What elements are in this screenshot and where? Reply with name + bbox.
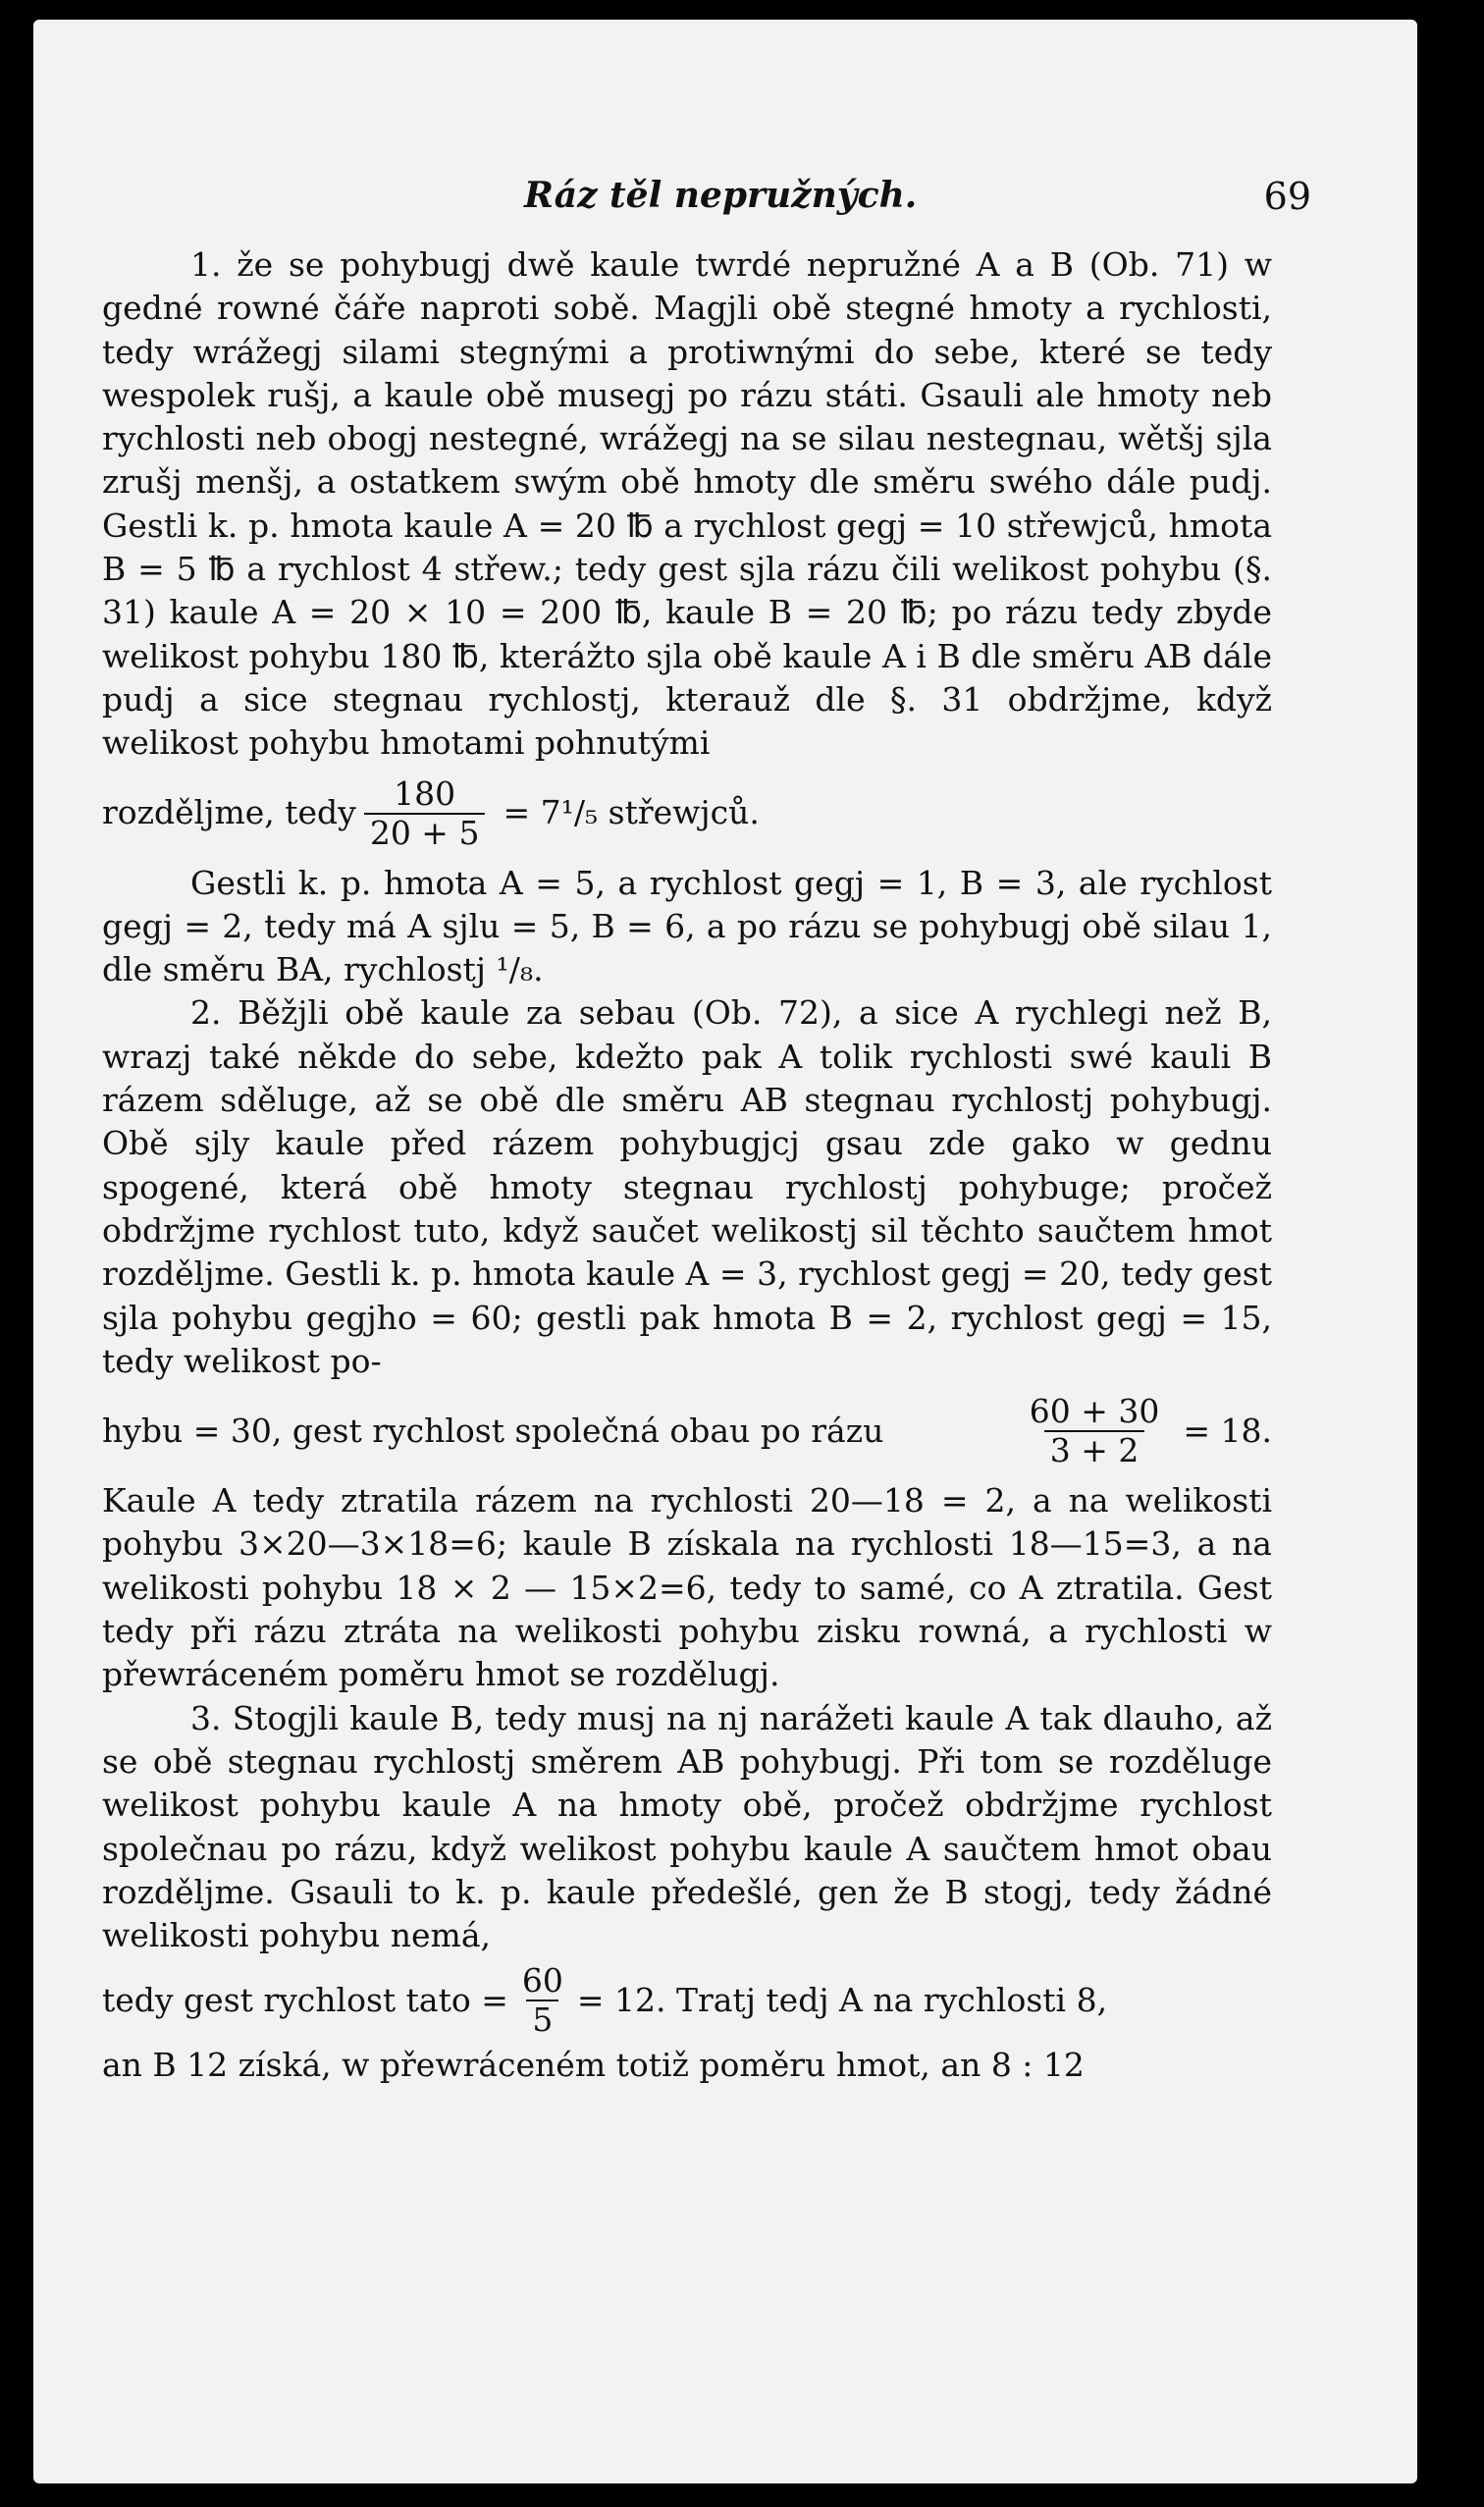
fraction-3-denominator: 5 (526, 2000, 558, 2039)
fraction-1-denominator: 20 + 5 (364, 813, 486, 852)
fraction-3-numerator: 60 (521, 1961, 563, 2000)
equation-line-1 (102, 766, 1272, 862)
page-body (102, 243, 1272, 2088)
equation-line-2 (102, 1383, 1272, 1479)
fraction-3 (516, 1962, 569, 2039)
page-number: 69 (1263, 175, 1311, 218)
paragraph-2: Gestli k. p. hmota A = 5, a rychlost gegj = 1, B = 3, ale rychlost gegj = 2, tedy má A sjlu = 5, B = 6, a po rázu se pohybugj obě silau 1, dle směru BA, rychlostj ¹/₈. (102, 863, 1272, 989)
equation-2 (1016, 1393, 1272, 1469)
equation-1-text: rozděljme, tedy (102, 793, 356, 832)
fraction-2-numerator: 60 + 30 (1029, 1392, 1160, 1431)
equation-2-result: = 18. (1183, 1411, 1272, 1450)
paragraph-6: an B 12 získá, w přewráceném totiž poměru hmot, an 8 : 12 (102, 2046, 1085, 2085)
fraction-2 (1024, 1393, 1166, 1469)
paragraph-3: 2. Běžjli obě kaule za sebau (Ob. 72), a sice A rychlegi než B, wrazj také někde do sebe, kdežto pak A tolik rychlosti swé kauli B rázem sděluge, až se obě dle směru AB stegnau rychlostj pohybugj. Obě sjly kaule před rázem pohybugjcj gsau zde gako w gednu spogené, která obě hmoty stegnau rychlostj pohybuge; pročež obdržjme rychlost tuto, když saučet welikostj sil těchto saučtem hmot rozdělјme. Gestli k. p. hmota kaule A = 3, rychlost gegj = 20, tedy gest sjla pohybu gegjho = 60; gestli pak hmota B = 2, rychlost gegj = 15, tedy welikost po- (102, 993, 1272, 1380)
paragraph-4: Kaule A tedy ztratila rázem na rychlosti 20—18 = 2, a na welikosti pohybu 3×20—3×18=6; kaule B získala na rychlosti 18—15=3, a na welikosti pohybu 18 × 2 — 15×2=6, tedy to samé, co A ztratila. Gest tedy při rázu ztráta na welikosti pohybu zisku rowná, a rychlosti w přewráceném poměru hmot se rozdělugj. (102, 1481, 1272, 1694)
equation-1 (356, 775, 760, 852)
equation-line-3 (102, 1957, 1272, 2044)
running-title: Ráz těl nepružných. (524, 175, 918, 216)
equation-3-text: tedy gest rychlost tato = (102, 1981, 508, 2020)
equation-1-result: = 7¹/₅ střewjců. (503, 793, 760, 832)
page-header (33, 175, 1417, 234)
equation-3-result: = 12. Tratj tedj A na rychlosti 8, (576, 1981, 1108, 2020)
paragraph-1: 1. že se pohybugj dwě kaule twrdé nepružné A a B (Ob. 71) w gedné rowné čáře naproti sobě. Magjli obě stegné hmoty a rychlosti, tedy wrážegj silami stegnými a protiwnými do sebe, které se tedy wespolek rušj, a kaule obě musegj po rázu státi. Gsauli ale hmoty neb rychlosti neb obogj nestegné, wrážegj na se silau nestegnau, wětšj sjla zrušj menšj, a ostatkem swým obě hmoty dle směru swého dále pudj. Gestli k. p. hmota kaule A = 20 ℔ a rychlost gegj = 10 střewjců, hmota B = 5 ℔ a rychlost 4 střew.; tedy gest sjla rázu čili welikost pohybu (§. 31) kaule A = 20 × 10 = 200 ℔, kaule B = 20 ℔; po rázu tedy zbyde welikost pohybu 180 ℔, kterážto sjla obě kaule A i B dle směru AB dále pudj a sice stegnau rychlostj, kterauž dle §. 31 obdržjme, když welikost pohybu hmotami pohnutými (102, 245, 1272, 763)
equation-2-text: hybu = 30, gest rychlost společná obau po rázu (102, 1411, 884, 1450)
fraction-2-denominator: 3 + 2 (1044, 1430, 1145, 1469)
paragraph-5: 3. Stogjli kaule B, tedy musj na nj narážeti kaule A tak dlauho, až se obě stegnau rychlostj směrem AB pohybugj. Při tom se rozděluge welikost pohybu kaule A na hmoty obě, pročež obdržjme rychlost společnau po rázu, když welikost pohybu kaule A saučtem hmot obau rozdělјme. Gsauli to k. p. kaule předešlé, gen že B stogj, tedy žádné welikosti pohybu nemá, (102, 1698, 1272, 1955)
fraction-1 (364, 775, 486, 852)
fraction-1-numerator: 180 (394, 773, 456, 813)
book-page (33, 20, 1417, 2483)
